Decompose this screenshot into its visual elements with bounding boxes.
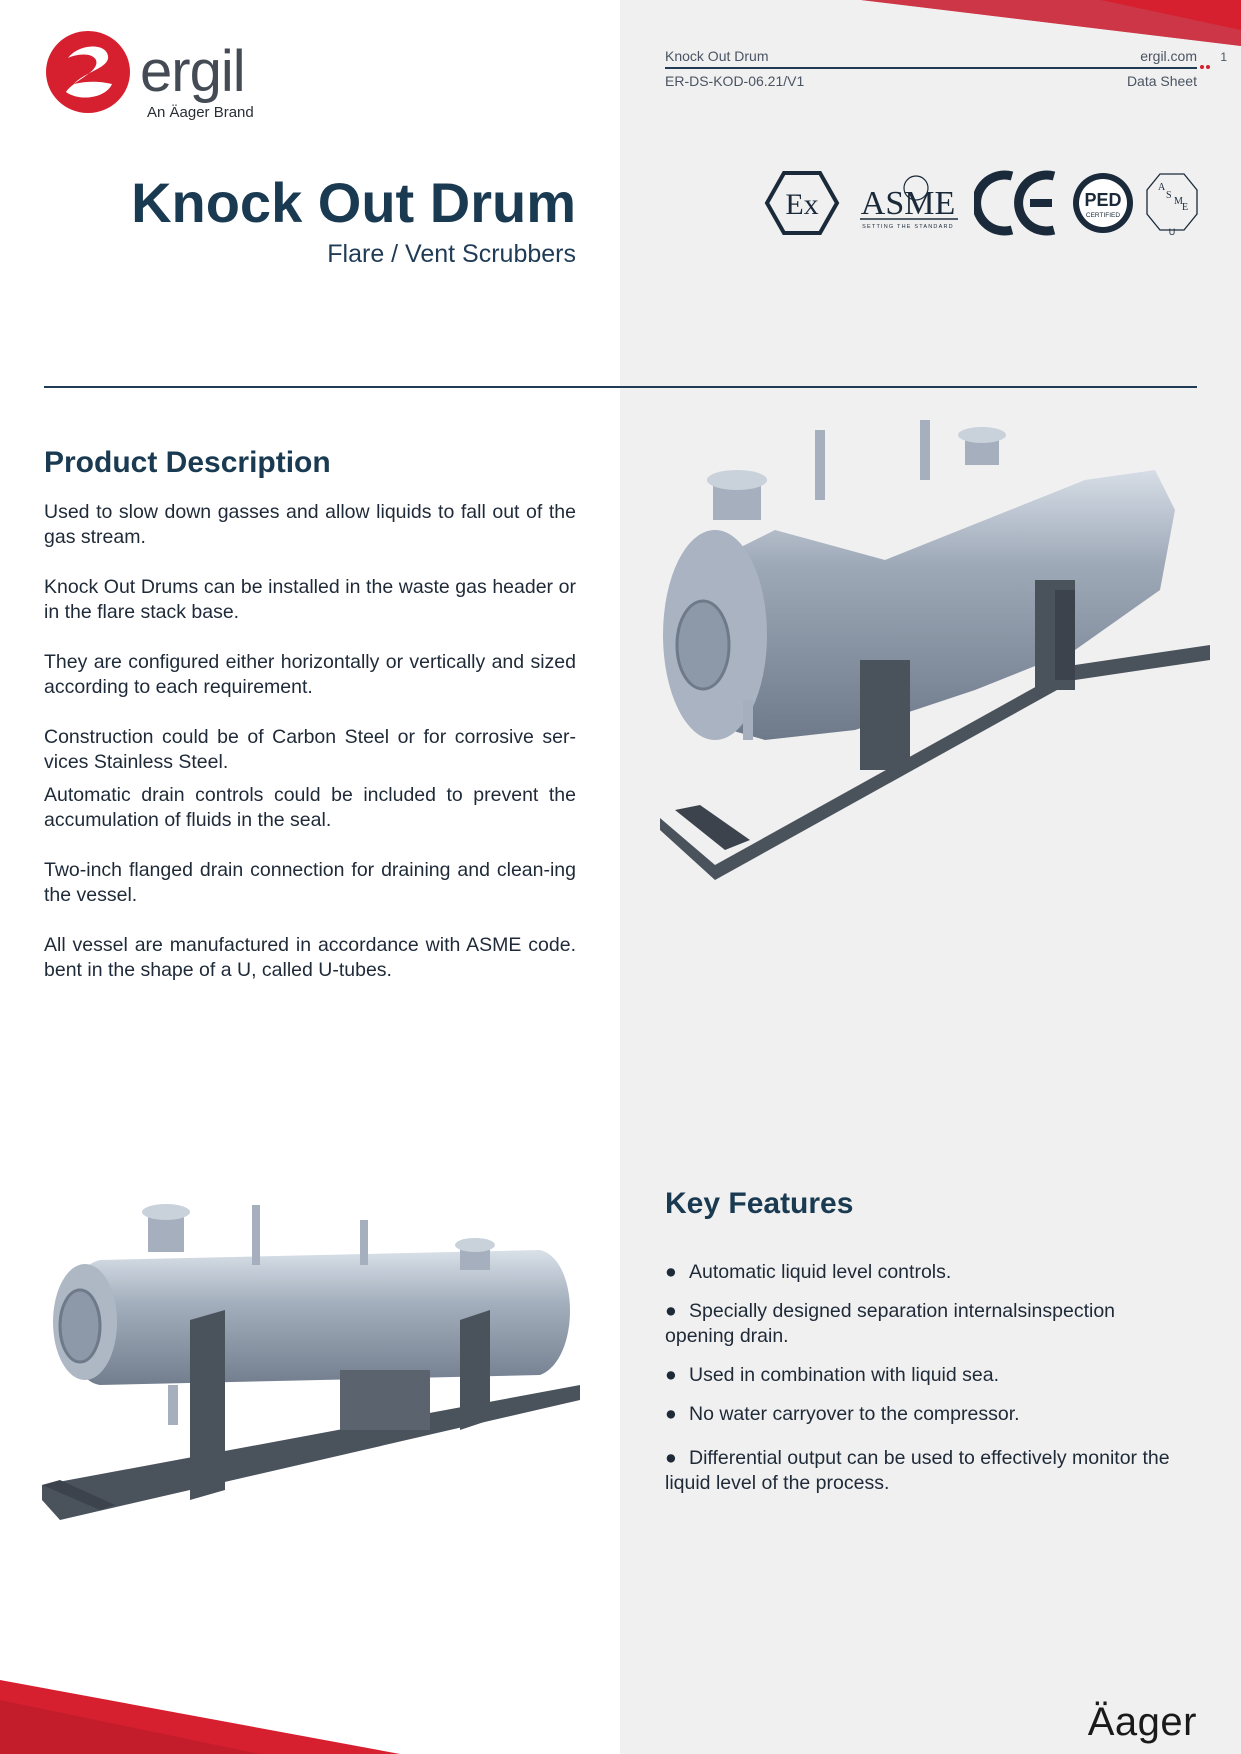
page-number: 1 [1220,50,1227,64]
product-description-heading: Product Description [44,446,331,479]
bullet-icon: ● [665,1300,677,1322]
description-paragraph: They are configured either horizontally or vertically and sized according to each requirement. [44,651,576,698]
svg-text:Ex: Ex [785,188,819,221]
bullet-icon: ● [665,1403,677,1425]
svg-text:U: U [1168,227,1176,236]
ergil-logo-mark [44,28,132,116]
feature-text: Automatic liquid level controls. [689,1261,952,1283]
atex-ex-icon [764,170,840,236]
bullet-icon: ● [665,1261,677,1283]
product-description-body [44,500,576,983]
certification-logos [764,170,1200,240]
svg-text:S: S [1166,190,1172,201]
ped-certified-icon [1070,170,1136,236]
feature-text: Used in combination with liquid sea. [689,1364,1000,1386]
header-doc-type: Data Sheet [1126,73,1197,89]
description-paragraph: Used to slow down gasses and allow liquids to fall out of the gas stream. [44,501,576,548]
svg-text:M: M [1174,196,1183,207]
asme-logo-icon [854,170,962,236]
svg-text:CERTIFIED: CERTIFIED [1085,212,1121,219]
ce-mark-icon [974,170,1060,236]
knock-out-drum-image-side [40,1200,600,1570]
description-paragraph: Construction could be of Carbon Steel or for corrosive ser-vices Stainless Steel. [44,726,576,773]
page-subtitle: Flare / Vent Scrubbers [327,240,576,268]
header-website[interactable]: ergil.com [1140,48,1197,64]
description-paragraph: Knock Out Drums can be installed in the waste gas header or in the flare stack base. [44,576,576,623]
knock-out-drum-image-front [655,420,1210,940]
key-features-heading: Key Features [665,1187,854,1220]
bottom-red-accent [0,1680,400,1754]
key-features-list [665,1260,1185,1496]
bullet-icon: ● [665,1364,677,1386]
bullet-icon: ● [665,1447,677,1469]
brand-tagline: An Äager Brand [147,104,254,121]
description-paragraph: All vessel are manufactured in accordance with ASME code. bent in the shape of a U, called U-tubes. [44,934,576,981]
ergil-logo [44,28,274,128]
red-dots-icon [1199,64,1211,70]
ergil-wordmark: ergil [140,39,245,104]
aager-footer-logo: Äager [1087,1700,1197,1744]
svg-text:E: E [1182,202,1189,213]
list-item [665,1363,1185,1388]
feature-text: Differential output can be used to effectively monitor the liquid level of the process. [665,1447,1170,1494]
svg-text:PED: PED [1084,190,1122,210]
svg-text:ASME: ASME [860,185,956,222]
svg-text:A: A [1158,182,1166,193]
list-item [665,1260,1185,1285]
feature-text: No water carryover to the compressor. [689,1403,1020,1425]
description-paragraph: Two-inch flanged drain connection for draining and clean-ing the vessel. [44,859,576,906]
section-divider [44,386,1197,388]
description-paragraph: Automatic drain controls could be included to prevent the accumulation of fluids in the seal. [44,784,576,831]
header-divider [665,67,1197,69]
list-item [665,1402,1185,1427]
document-header [665,48,1197,92]
header-doc-code: ER-DS-KOD-06.21/V1 [665,73,805,89]
asme-u-stamp-icon [1144,170,1200,236]
page-title: Knock Out Drum [131,171,576,234]
list-item [665,1299,1185,1349]
top-red-accent [861,0,1241,46]
svg-text:SETTING THE STANDARD: SETTING THE STANDARD [862,224,954,230]
feature-text: Specially designed separation internalsinspection opening drain. [665,1300,1116,1347]
header-doc-name: Knock Out Drum [665,48,769,64]
list-item [665,1446,1185,1496]
